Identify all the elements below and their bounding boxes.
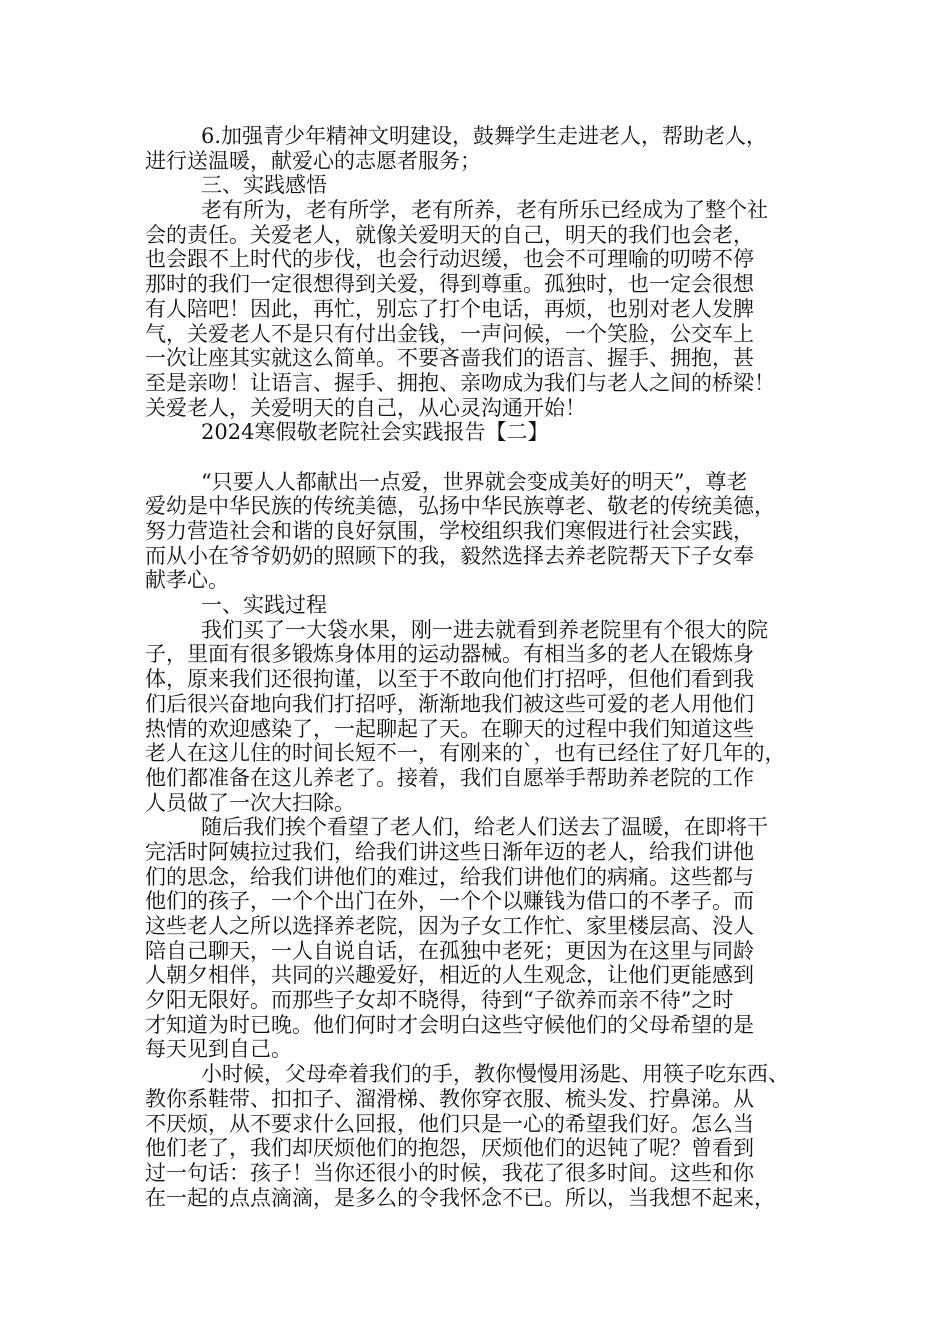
text-line: 在一起的点点滴滴，是多么的令我怀念不已。所以，当我想不起来， (145, 1185, 775, 1210)
text-line: 们的思念，给我们讲他们的难过，给我们讲他们的病痛。这些都与 (145, 864, 754, 889)
text-line: 那时的我们一定很想得到关爱，得到尊重。孤独时，也一定会很想 (145, 272, 754, 297)
text-line: 他们的孩子，一个个出门在外，一个个以赚钱为借口的不孝子。而 (145, 889, 754, 914)
text-line: 我们买了一大袋水果，刚一进去就看到养老院里有个很大的院 (201, 617, 768, 642)
text-line: 夕阳无限好。而那些子女却不晓得，待到“子欲养而亲不待”之时 (145, 988, 734, 1013)
text-line: 不厌烦，从不要求什么回报，他们只是一心的希望我们好。怎么当 (145, 1111, 754, 1136)
text-line: 献孝心。 (145, 568, 229, 593)
text-line: 完活时阿姨拉过我们，给我们讲这些日渐年迈的老人，给我们讲他 (145, 839, 754, 864)
text-line: 2024寒假敬老院社会实践报告【二】 (201, 420, 549, 445)
text-line: 教你系鞋带、扣扣子、溜滑梯、教你穿衣服、梳头发、拧鼻涕。从 (145, 1086, 754, 1111)
blank-line (145, 445, 815, 470)
text-line: 进行送温暖，献爱心的志愿者服务； (145, 148, 481, 173)
text-line: 这些老人之所以选择养老院，因为子女工作忙、家里楼层高、没人 (145, 914, 754, 938)
text-line: 而从小在爷爷奶奶的照顾下的我，毅然选择去养老院帮天下子女奉 (145, 543, 754, 568)
text-line: 人员做了一次大扫除。 (145, 790, 355, 815)
text-line: 也会跟不上时代的步伐，也会行动迟缓，也会不可理喻的叨唠不停 (145, 247, 754, 272)
text-line: 人朝夕相伴，共同的兴趣爱好，相近的人生观念，让他们更能感到 (145, 963, 754, 988)
text-line: 努力营造社会和谐的良好氛围，学校组织我们寒假进行社会实践， (145, 519, 754, 543)
text-line: 体，原来我们还很拘谨，以至于不敢向他们打招呼，但他们看到我 (145, 667, 754, 692)
text-line: 们后很兴奋地向我们打招呼，渐渐地我们被这些可爱的老人用他们 (145, 691, 754, 716)
text-line: 子，里面有很多锻炼身体用的运动器械。有相当多的老人在锻炼身 (145, 642, 754, 667)
text-line: 关爱老人，关爱明天的自己，从心灵沟通开始！ (145, 395, 586, 420)
text-line: 热情的欢迎感染了，一起聊起了天。在聊天的过程中我们知道这些 (145, 716, 754, 741)
text-line: “只要人人都献出一点爱，世界就会变成美好的明天”，尊老 (201, 469, 748, 494)
text-line: 他们老了，我们却厌烦他们的抱怨，厌烦他们的迟钝了呢？曾看到 (145, 1136, 754, 1161)
text-line: 一次让座其实就这么简单。不要吝啬我们的语言、握手、拥抱，甚 (145, 346, 754, 371)
text-line: 爱幼是中华民族的传统美德，弘扬中华民族尊老、敬老的传统美德， (145, 494, 775, 519)
document-body (145, 124, 815, 1210)
text-line: 随后我们挨个看望了老人们，给老人们送去了温暖，在即将干 (201, 815, 768, 840)
text-line: 有人陪吧！因此，再忙，别忘了打个电话，再烦，也别对老人发脾 (145, 296, 754, 321)
text-line: 6.加强青少年精神文明建设，鼓舞学生走进老人，帮助老人， (201, 124, 768, 148)
text-line: 才知道为时已晚。他们何时才会明白这些守候他们的父母希望的是 (145, 1012, 754, 1037)
text-line: 三、实践感悟 (201, 173, 327, 198)
text-line: 小时候，父母牵着我们的手，教你慢慢用汤匙、用筷子吃东西、 (201, 1062, 789, 1087)
text-line: 他们都准备在这儿养老了。接着，我们自愿举手帮助养老院的工作 (145, 765, 754, 790)
text-line: 至是亲吻！让语言、握手、拥抱、亲吻成为我们与老人之间的桥梁！ (145, 370, 775, 395)
text-line: 会的责任。关爱老人，就像关爱明天的自己，明天的我们也会老， (145, 222, 754, 247)
text-line: 气，关爱老人不是只有付出金钱，一声问候，一个笑脸，公交车上 (145, 321, 754, 346)
text-line: 每天见到自己。 (145, 1037, 292, 1062)
text-line: 一、实践过程 (201, 593, 327, 618)
text-line: 陪自己聊天，一人自说自话，在孤独中老死；更因为在这里与同龄 (145, 938, 754, 963)
text-line: 老有所为，老有所学，老有所养，老有所乐已经成为了整个社 (201, 198, 768, 223)
text-line: 老人在这儿住的时间长短不一，有刚来的`，也有已经住了好几年的， (145, 741, 786, 766)
text-line: 过一句话：孩子！当你还很小的时候，我花了很多时间。这些和你 (145, 1160, 754, 1185)
